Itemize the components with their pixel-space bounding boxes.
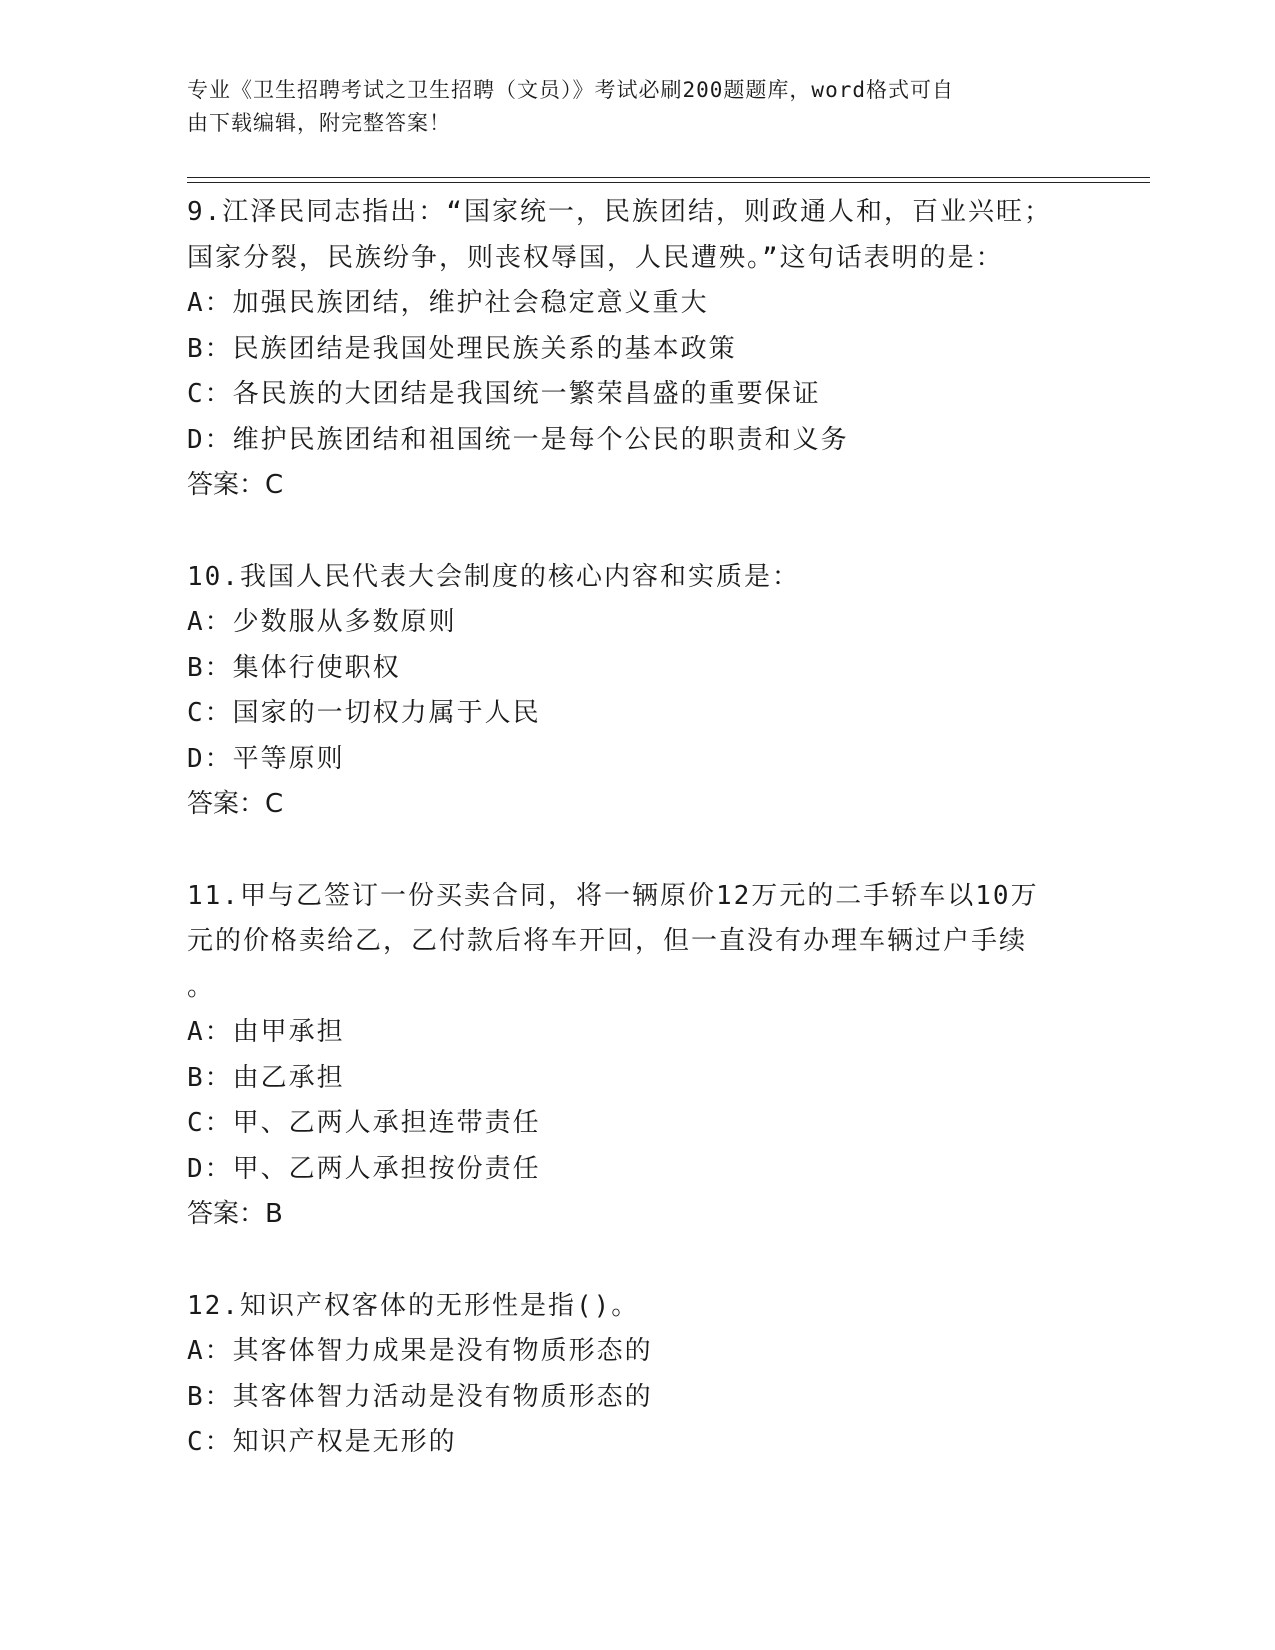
header-line-2: 由下载编辑，附完整答案！ (187, 111, 451, 135)
option-c: C：国家的一切权力属于人民 (187, 698, 541, 728)
option-b: B：其客体智力活动是没有物质形态的 (187, 1381, 653, 1412)
option-c: C：知识产权是无形的 (187, 1427, 457, 1457)
option-c: C：甲、乙两人承担连带责任 (187, 1108, 541, 1138)
question-stem-line: 国家分裂，民族纷争，则丧权辱国，人民遭殃。”这句话表明的是： (187, 242, 1004, 273)
question-stem-line: 9.江泽民同志指出：“国家统一，民族团结，则政通人和，百业兴旺； (187, 197, 1052, 227)
option-d: D：维护民族团结和祖国统一是每个公民的职责和义务 (187, 424, 849, 455)
option-d: D：甲、乙两人承担按份责任 (187, 1153, 541, 1184)
answer: 答案：C (187, 470, 284, 500)
question-stem-line: 11.甲与乙签订一份买卖合同，将一辆原价12万元的二手轿车以10万 (187, 880, 1039, 911)
answer: 答案：B (187, 1199, 283, 1229)
question-stem-line: 10.我国人民代表大会制度的核心内容和实质是： (187, 561, 800, 592)
option-a: A：其客体智力成果是没有物质形态的 (187, 1336, 653, 1366)
question-stem-line: 元的价格卖给乙，乙付款后将车开回，但一直没有办理车辆过户手续 (187, 926, 1028, 956)
question-stem-line: 12.知识产权客体的无形性是指()。 (187, 1290, 640, 1321)
question-10 (187, 555, 1087, 828)
question-11 (187, 874, 1087, 1238)
option-a: A：由甲承担 (187, 1017, 345, 1047)
option-a: A：少数服从多数原则 (187, 607, 457, 637)
option-b: B：由乙承担 (187, 1062, 345, 1093)
answer: 答案：C (187, 789, 284, 819)
question-9 (187, 190, 1087, 509)
header-divider-bottom (187, 182, 1150, 183)
option-a: A：加强民族团结，维护社会稳定意义重大 (187, 288, 709, 318)
question-stem-line: 。 (187, 971, 216, 1002)
header-divider-top (187, 177, 1150, 178)
option-c: C：各民族的大团结是我国统一繁荣昌盛的重要保证 (187, 379, 821, 409)
option-b: B：集体行使职权 (187, 652, 401, 683)
option-b: B：民族团结是我国处理民族关系的基本政策 (187, 333, 737, 364)
document-header (187, 74, 1087, 140)
header-line-1: 专业《卫生招聘考试之卫生招聘（文员）》考试必刷200题题库，word格式可自 (187, 78, 954, 102)
option-d: D：平等原则 (187, 743, 345, 774)
question-list (187, 190, 1087, 1512)
question-12 (187, 1284, 1087, 1466)
